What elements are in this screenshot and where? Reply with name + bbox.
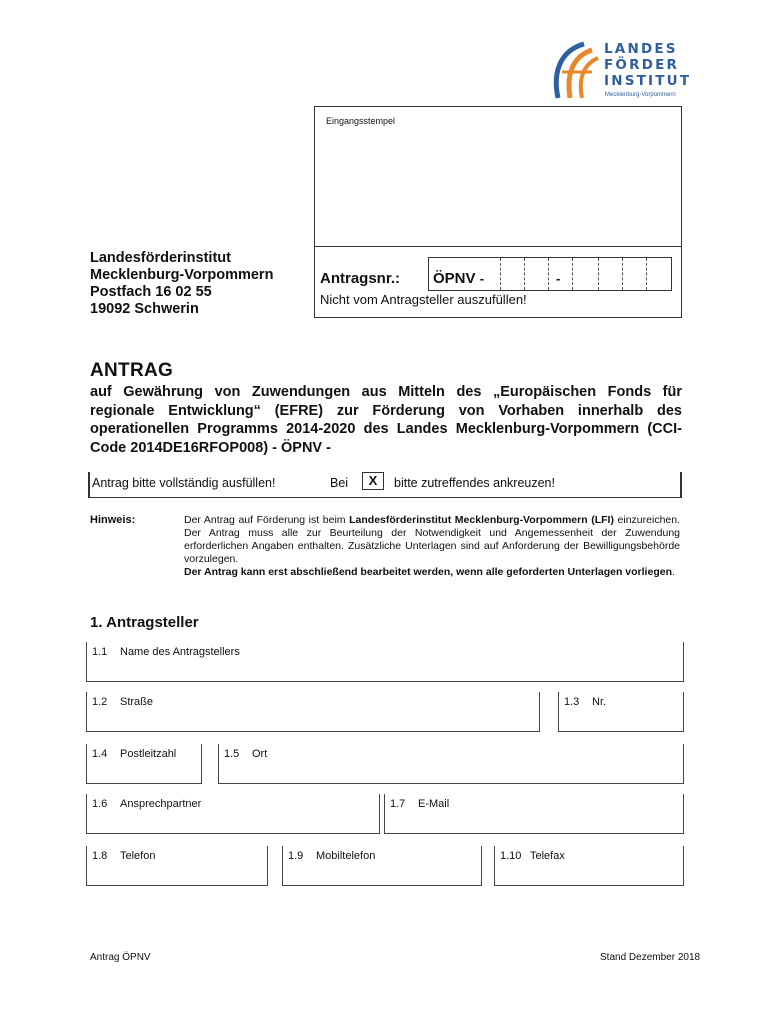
antragsnr-prefix: ÖPNV: [433, 270, 476, 287]
antragsnr-digit-cell: [524, 258, 525, 290]
antragsnr-digit-cell: [598, 258, 599, 290]
antragsnr-digit-cell: [622, 258, 623, 290]
email-label: 1.7 E-Mail: [390, 798, 450, 810]
footer-version: Stand Dezember 2018: [600, 952, 701, 963]
stamp-divider: [314, 246, 682, 247]
address-line: Landesförderinstitut: [90, 250, 231, 266]
lfi-logo-mark-icon: [548, 40, 604, 102]
hint-text: [184, 514, 680, 579]
logo-line-2: FÖRDER: [604, 57, 680, 73]
street-field[interactable]: [86, 692, 540, 732]
logo-line-1: LANDES: [604, 41, 678, 57]
antragsnr-digit-cell: [646, 258, 647, 290]
hint-institute: Landesförderinstitut Mecklenburg-Vorpommern (LFI): [349, 514, 614, 526]
hint-part-1: Der Antrag auf Förderung ist beim: [184, 514, 350, 526]
hint-label: Hinweis:: [90, 514, 136, 526]
antragsnr-dash-1: -: [479, 271, 485, 286]
fax-label: 1.10 Telefax: [500, 850, 565, 862]
example-checkbox: X: [362, 472, 384, 490]
applicant-name-label: 1.1 Name des Antragstellers: [92, 646, 240, 658]
not-filled-note: Nicht vom Antragsteller auszufüllen!: [320, 292, 527, 307]
hint-part-2: einzureichen. Der Antrag muss alle zur Beurteilung der Notwendigkeit und Angemessenheit der Zuwendung erforderlichen Angaben enthalten. Zusätzliche Unterlagen sind auf Anforderung der Bewilligungsbehörde vorzulegen.: [184, 514, 680, 565]
instruction-check: bitte zutreffendes ankreuzen!: [394, 476, 555, 490]
instruction-bei: Bei: [330, 476, 349, 490]
phone-label: 1.8 Telefon: [92, 850, 156, 862]
address-line: 19092 Schwerin: [90, 301, 199, 317]
section-title: 1. Antragsteller: [90, 614, 199, 631]
city-field[interactable]: [218, 744, 684, 784]
footer-form-name: Antrag ÖPNV: [90, 952, 151, 963]
contact-person-label: 1.6 Ansprechpartner: [92, 798, 202, 810]
postal-code-label: 1.4 Postleitzahl: [92, 748, 177, 760]
hint-bold-note: Der Antrag kann erst abschließend bearbeitet werden, wenn alle geforderten Unterlagen vorliegen: [184, 566, 672, 578]
address-line: Mecklenburg-Vorpommern: [90, 267, 274, 283]
house-number-label: 1.3 Nr.: [564, 696, 607, 708]
page-title: ANTRAG: [90, 360, 174, 381]
logo-line-3: INSTITUT: [604, 73, 692, 89]
antragsnr-digit-cell: [548, 258, 549, 290]
antragsnr-digit-cell: [500, 258, 501, 290]
address-line: Postfach 16 02 55: [90, 284, 212, 300]
stamp-label: Eingangsstempel: [326, 116, 396, 126]
hint-end: .: [671, 566, 675, 578]
lfi-logo: [548, 40, 718, 102]
city-label: 1.5 Ort: [224, 748, 268, 760]
page-subtitle: auf Gewährung von Zuwendungen aus Mitteln des „Europäischen Fonds für regionale Entwicklung“ (EFRE) zur Förderung von Vorhaben innerhalb des operationellen Programms 2014-2020 des Landes Mecklenburg-Vorpommern (CCI-Code 2014DE16RFOP008) - ÖPNV -: [90, 384, 682, 456]
logo-subline: Mecklenburg-Vorpommern: [605, 92, 676, 98]
mobile-phone-label: 1.9 Mobiltelefon: [288, 850, 376, 862]
antragsnr-digit-cell: [572, 258, 573, 290]
antragsnr-label: Antragsnr.:: [320, 270, 401, 287]
instruction-complete: Antrag bitte vollständig ausfüllen!: [92, 476, 276, 490]
antragsnr-dash-2: -: [556, 271, 561, 286]
street-label: 1.2 Straße: [92, 696, 154, 708]
antragsnr-code: [433, 270, 484, 287]
recipient-address: [90, 250, 273, 318]
